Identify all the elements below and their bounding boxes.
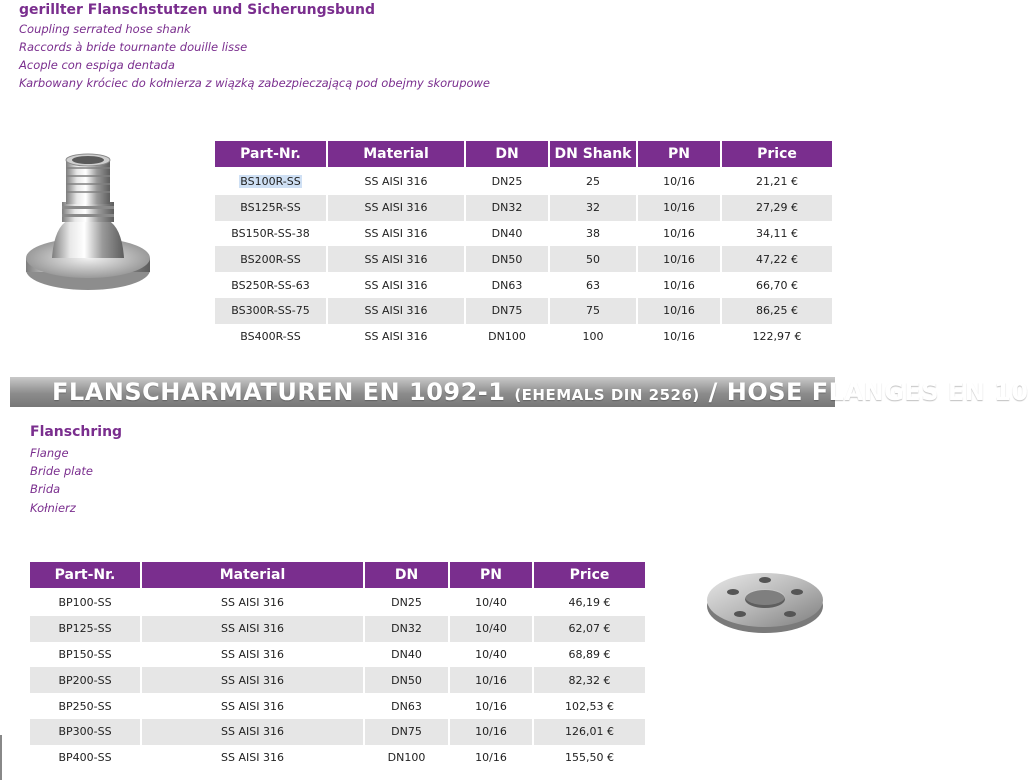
translation-fr: Bride plate xyxy=(30,464,93,478)
section-title-hose-shank: gerillter Flanschstutzen und Sicherungsbund xyxy=(19,2,375,18)
cell-dn-shank: 50 xyxy=(550,246,636,272)
selected-text[interactable]: BS100R-SS xyxy=(240,175,301,189)
table-row xyxy=(215,169,832,195)
table-row xyxy=(215,246,832,272)
translation-en: Flange xyxy=(30,446,69,460)
hose-shank-product-image xyxy=(18,140,158,315)
table-header-row xyxy=(215,141,832,169)
cell-part-nr xyxy=(215,169,326,195)
cell-part-nr: BS125R-SS xyxy=(215,195,326,221)
cell-material: SS AISI 316 xyxy=(328,324,464,350)
cell-pn: 10/16 xyxy=(638,195,720,221)
cell-part-nr: BS200R-SS xyxy=(215,246,326,272)
col-header-material: Material xyxy=(142,562,363,590)
cell-dn-shank: 63 xyxy=(550,272,636,298)
cell-part-nr: BP150-SS xyxy=(30,642,140,668)
cell-dn-shank: 25 xyxy=(550,169,636,195)
translation-en: Coupling serrated hose shank xyxy=(19,22,191,36)
cell-part-nr: BP125-SS xyxy=(30,616,140,642)
section-title-flange: Flanschring xyxy=(30,424,123,440)
cell-dn: DN63 xyxy=(365,693,448,719)
section-banner xyxy=(10,377,1029,407)
banner-text xyxy=(52,378,1029,406)
cell-material: SS AISI 316 xyxy=(328,246,464,272)
cell-dn: DN25 xyxy=(466,169,548,195)
cell-material: SS AISI 316 xyxy=(328,169,464,195)
cell-pn: 10/16 xyxy=(450,667,532,693)
col-header-dn: DN xyxy=(466,141,548,169)
cell-dn: DN100 xyxy=(365,745,448,771)
cell-material: SS AISI 316 xyxy=(142,616,363,642)
cell-material: SS AISI 316 xyxy=(142,719,363,745)
hose-shank-table xyxy=(213,141,834,350)
cell-material: SS AISI 316 xyxy=(142,590,363,616)
cell-pn: 10/16 xyxy=(638,272,720,298)
cell-part-nr: BS400R-SS xyxy=(215,324,326,350)
table-row xyxy=(30,590,645,616)
cell-pn: 10/16 xyxy=(638,298,720,324)
cell-price: 102,53 € xyxy=(534,693,645,719)
cell-dn: DN32 xyxy=(466,195,548,221)
cell-price: 21,21 € xyxy=(722,169,832,195)
cell-pn: 10/16 xyxy=(450,693,532,719)
cell-pn: 10/16 xyxy=(638,169,720,195)
cell-dn: DN75 xyxy=(365,719,448,745)
table-row xyxy=(30,642,645,668)
col-header-dn-shank: DN Shank xyxy=(550,141,636,169)
page-edge-marker xyxy=(0,735,2,780)
banner-small-text: (EHEMALS DIN 2526) xyxy=(514,386,700,404)
cell-price: 122,97 € xyxy=(722,324,832,350)
cell-price: 46,19 € xyxy=(534,590,645,616)
cell-dn-shank: 32 xyxy=(550,195,636,221)
table-row xyxy=(30,745,645,771)
translation-pl: Karbowany króciec do kołnierza z wiązką zabezpieczającą pod obejmy skorupowe xyxy=(19,76,491,90)
cell-price: 62,07 € xyxy=(534,616,645,642)
cell-dn: DN40 xyxy=(365,642,448,668)
cell-material: SS AISI 316 xyxy=(142,745,363,771)
cell-pn: 10/16 xyxy=(450,745,532,771)
col-header-price: Price xyxy=(722,141,832,169)
cell-pn: 10/40 xyxy=(450,590,532,616)
cell-price: 66,70 € xyxy=(722,272,832,298)
table-row xyxy=(30,616,645,642)
cell-material: SS AISI 316 xyxy=(328,221,464,247)
cell-price: 34,11 € xyxy=(722,221,832,247)
table-row xyxy=(215,221,832,247)
banner-main-text: FLANSCHARMATUREN EN 1092-1 xyxy=(52,378,515,406)
table-row xyxy=(30,719,645,745)
cell-pn: 10/16 xyxy=(638,221,720,247)
cell-price: 126,01 € xyxy=(534,719,645,745)
table-row xyxy=(215,195,832,221)
cell-pn: 10/40 xyxy=(450,616,532,642)
cell-material: SS AISI 316 xyxy=(328,298,464,324)
table-row xyxy=(215,272,832,298)
translation-fr: Raccords à bride tournante douille lisse xyxy=(19,40,248,54)
cell-material: SS AISI 316 xyxy=(142,642,363,668)
cell-dn: DN40 xyxy=(466,221,548,247)
cell-pn: 10/16 xyxy=(450,719,532,745)
col-header-price: Price xyxy=(534,562,645,590)
cell-part-nr: BS300R-SS-75 xyxy=(215,298,326,324)
cell-part-nr: BP300-SS xyxy=(30,719,140,745)
cell-part-nr: BS150R-SS-38 xyxy=(215,221,326,247)
cell-part-nr: BS250R-SS-63 xyxy=(215,272,326,298)
cell-price: 155,50 € xyxy=(534,745,645,771)
cell-dn-shank: 38 xyxy=(550,221,636,247)
cell-dn-shank: 100 xyxy=(550,324,636,350)
cell-pn: 10/16 xyxy=(638,324,720,350)
translation-es: Acople con espiga dentada xyxy=(19,58,175,72)
cell-part-nr: BP200-SS xyxy=(30,667,140,693)
cell-material: SS AISI 316 xyxy=(328,195,464,221)
cell-dn: DN63 xyxy=(466,272,548,298)
cell-dn: DN50 xyxy=(365,667,448,693)
cell-pn: 10/16 xyxy=(638,246,720,272)
col-header-part-nr: Part-Nr. xyxy=(215,141,326,169)
cell-price: 82,32 € xyxy=(534,667,645,693)
cell-dn: DN100 xyxy=(466,324,548,350)
cell-price: 27,29 € xyxy=(722,195,832,221)
cell-material: SS AISI 316 xyxy=(328,272,464,298)
cell-dn-shank: 75 xyxy=(550,298,636,324)
cell-part-nr: BP400-SS xyxy=(30,745,140,771)
table-row xyxy=(215,298,832,324)
col-header-dn: DN xyxy=(365,562,448,590)
cell-dn: DN25 xyxy=(365,590,448,616)
col-header-pn: PN xyxy=(450,562,532,590)
cell-price: 68,89 € xyxy=(534,642,645,668)
banner-main-text-2: / HOSE FLANGES EN 10 xyxy=(699,378,1029,406)
cell-dn: DN75 xyxy=(466,298,548,324)
col-header-material: Material xyxy=(328,141,464,169)
translation-pl: Kołnierz xyxy=(30,501,76,515)
cell-material: SS AISI 316 xyxy=(142,667,363,693)
cell-dn: DN32 xyxy=(365,616,448,642)
col-header-pn: PN xyxy=(638,141,720,169)
translation-es: Brida xyxy=(30,482,61,496)
table-row xyxy=(215,324,832,350)
table-row xyxy=(30,667,645,693)
cell-price: 86,25 € xyxy=(722,298,832,324)
cell-pn: 10/40 xyxy=(450,642,532,668)
cell-price: 47,22 € xyxy=(722,246,832,272)
cell-part-nr: BP250-SS xyxy=(30,693,140,719)
cell-part-nr: BP100-SS xyxy=(30,590,140,616)
cell-dn: DN50 xyxy=(466,246,548,272)
flange-table xyxy=(28,562,647,771)
table-row xyxy=(30,693,645,719)
cell-material: SS AISI 316 xyxy=(142,693,363,719)
col-header-part-nr: Part-Nr. xyxy=(30,562,140,590)
flange-plate-product-image xyxy=(700,562,830,637)
table-header-row xyxy=(30,562,645,590)
